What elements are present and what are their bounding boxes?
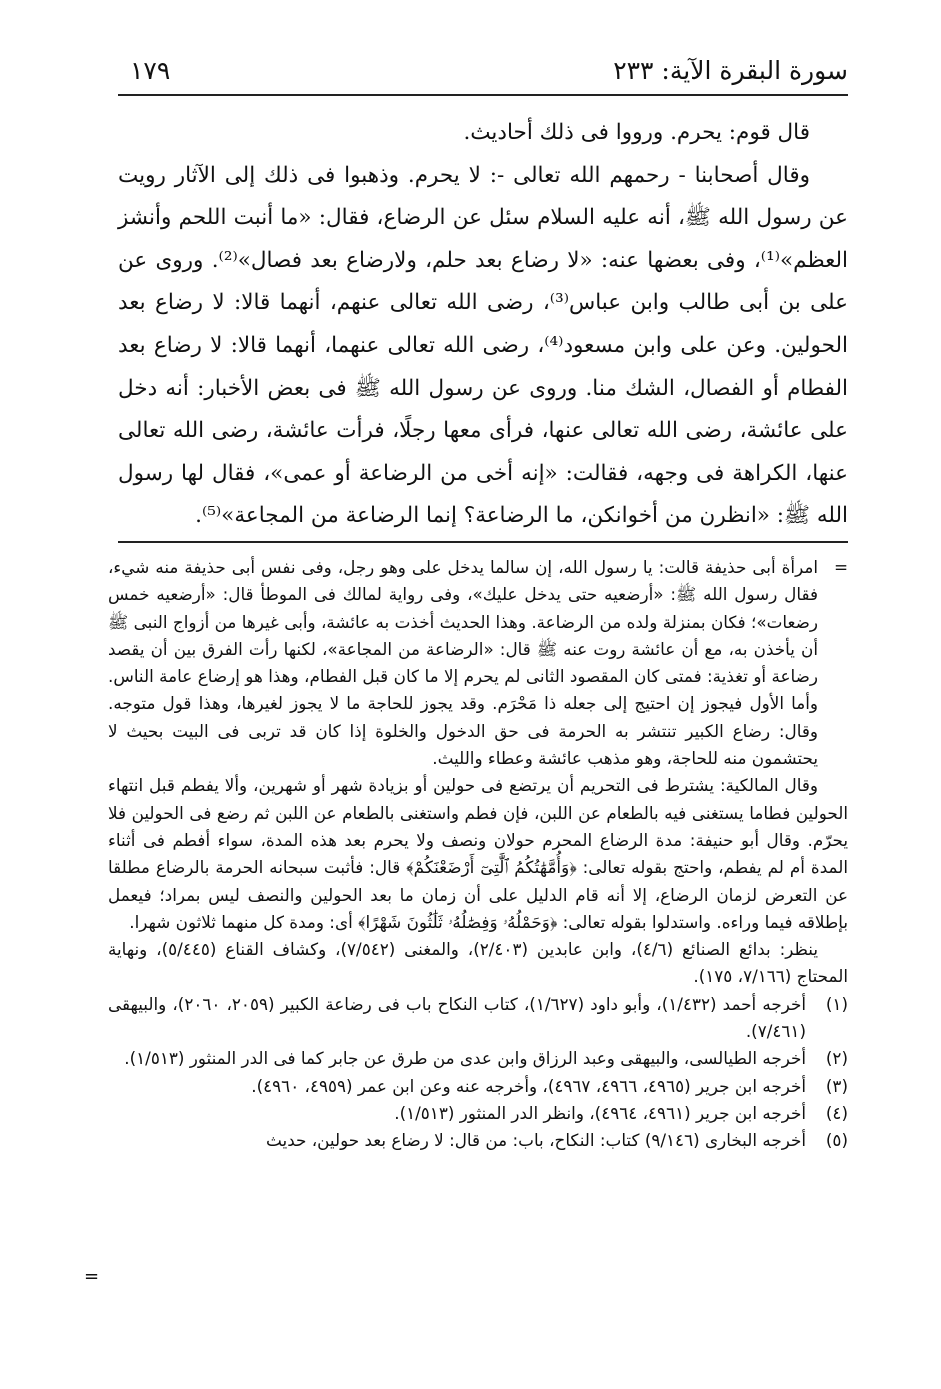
footnote-item <box>108 1100 848 1127</box>
footnote-text: أخرجه ابن جرير (٤٩٦٥، ٤٩٦٦، ٤٩٦٧)، وأخرجه عنه وعن ابن عمر (٤٩٥٩، ٤٩٦٠). <box>251 1075 806 1096</box>
footnote-number: (١) <box>825 993 848 1014</box>
footnote-number: (٢) <box>825 1048 848 1069</box>
footnote-references: ينظر: بدائع الصنائع (٤/٦)، وابن عابدين (٢/٤٠٣)، والمغنى (٧/٥٤٢)، وكشاف القناع (٥/٤٤٥)، ونهاية المحتاج (٧/١٦٦، ١٧٥). <box>108 939 848 987</box>
paragraph: قال قوم: يحرم. ورووا فى ذلك أحاديث. <box>463 120 810 145</box>
page-header <box>118 52 848 96</box>
continuation-mark: = <box>84 1266 100 1287</box>
footnote-text: أخرجه ابن جرير (٤٩٦١، ٤٩٦٤)، وانظر الدر المنثور (١/٥١٣). <box>394 1102 806 1123</box>
footnote-number: (٥) <box>825 1130 848 1151</box>
footnote-item <box>108 991 848 1046</box>
footnote-item <box>108 1045 848 1072</box>
footnote-text: أخرجه أحمد (١/٤٣٢)، وأبو داود (١/٦٢٧)، كتاب النكاح باب فى رضاعة الكبير (٢٠٥٩، ٢٠٦٠)، والبيهقى (٧/٤٦١). <box>108 993 806 1042</box>
paragraph: وقال أصحابنا - رحمهم الله تعالى -: لا يحرم. وذهبوا فى ذلك إلى الآثار رويت عن رسول الله ﷺ، أنه عليه السلام سئل عن الرضاع، فقال: «ما أنبت اللحم وأنشز العظم»⁽¹⁾، وفى بعضها عنه: «لا رضاع بعد حلم، ولارضاع بعد فصال»⁽²⁾. وروى عن على بن أبى طالب وابن عباس⁽³⁾، رضى الله تعالى عنهم، أنهما قالا: لا رضاع بعد الحولين. وعن على وابن مسعود⁽⁴⁾، رضى الله تعالى عنهما، أنهما قالا: لا رضاع بعد الفطام أو الفصال، الشك منا. وروى عن رسول الله ﷺ فى بعض الأخبار: أنه دخل على عائشة، رضى الله تعالى عنها، فرأى معها رجلًا، فرأت عائشة، رضى الله تعالى عنها، الكراهة فى وجهه، فقالت: «إنه أخى من الرضاعة أو عمى»، فقال لها رسول الله ﷺ: «انظرن من أخوانكن، ما الرضاعة؟ إنما الرضاعة من المجاعة»⁽⁵⁾. <box>118 162 848 529</box>
page-number: ١٧٩ <box>130 56 171 85</box>
footnote-continuation <box>108 554 848 772</box>
footnote-text: أخرجه الطيالسى، والبيهقى وعبد الرزاق وابن عدى من طرق عن جابر كما فى الدر المنثور (١/٥١٣). <box>124 1048 806 1069</box>
footnote-continuation-text: امرأة أبى حذيفة قالت: يا رسول الله، إن سالما يدخل على وهو رجل، وفى نفس أبى حذيفة منه شيء، فقال رسول الله ﷺ: «أرضعيه حتى يدخل عليك»، وفى رواية لمالك فى الموطأ قال: «أرضعيه خمس رضعات»؛ فكان بمنزلة ولده من الرضاعة. وهذا الحديث أخذت به عائشة، وأبى غيرها من أزواج النبى ﷺ أن يأخذن به، مع أن عائشة روت عنه ﷺ قال: «الرضاعة من المجاعة»، لكنها رأت الفرق بين أن يقصد رضاعة أو تغذية: فمتى كان المقصود الثانى لم يحرم إلا ما كان قبل الفطام، وهذا هو إرضاع عامة الناس. وأما الأول فيجوز إن احتيج إلى جعله ذا مَحْرَم. وقد يجوز للحاجة ما لا يجوز لغيرها، وهذا قول متوجه. وقال: رضاع الكبير تنتشر به الحرمة فى حق الدخول والخلوة إذا كان قد تربى فى البيت بحيث لا يحتشمون منه للحاجة، وهو مذهب عائشة وعطاء والليث. <box>108 557 818 769</box>
footnote-item <box>108 1073 848 1100</box>
footnote-divider <box>118 541 848 543</box>
running-title: سورة البقرة الآية: ٢٣٣ <box>613 56 848 85</box>
footnote-number: (٣) <box>825 1075 848 1096</box>
footnote-number: (٤) <box>825 1102 848 1123</box>
main-text <box>118 112 848 538</box>
footnotes-section <box>108 554 848 1155</box>
footnote-paragraph: وقال المالكية: يشترط فى التحريم أن يرتضع فى حولين أو بزيادة شهر أو شهرين، وألا يفطم قبل انتهاء الحولين فطاما يستغنى فيه بالطعام عن اللبن، فإن فطم واستغنى بالطعام عن اللبن ثم رضع فى الحولين فلا يحرّم. وقال أبو حنيفة: مدة الرضاع المحرم حولان ونصف ولا يحرم بعد هذه المدة، سواء أفطم فى أثناء المدة أم لم يفطم، واحتج بقوله تعالى: ﴿وَأُمَّهَٰتُكُمُ ٱلَّٰتِىٓ أَرْضَعْنَكُمْ﴾ قال: فأثبت سبحانه الحرمة بالرضاع مطلقا عن التعرض لزمان الرضاع، إلا أنه قام الدليل على أن زمان ما بعد الحولين والنصف ليس بمراد؛ فيعمل بإطلاقه فيما وراءه. واستدلوا بقوله تعالى: ﴿وَحَمْلُهُۥ وَفِصَٰلُهُۥ ثَلَٰثُونَ شَهْرًا﴾ أى: ومدة كل منهما ثلاثون شهرا. <box>108 775 848 932</box>
footnote-item <box>108 1127 848 1154</box>
continuation-mark: = <box>833 557 848 577</box>
footnote-text: أخرجه البخارى (٩/١٤٦) كتاب: النكاح، باب: من قال: لا رضاع بعد حولين، حديث <box>266 1130 806 1151</box>
